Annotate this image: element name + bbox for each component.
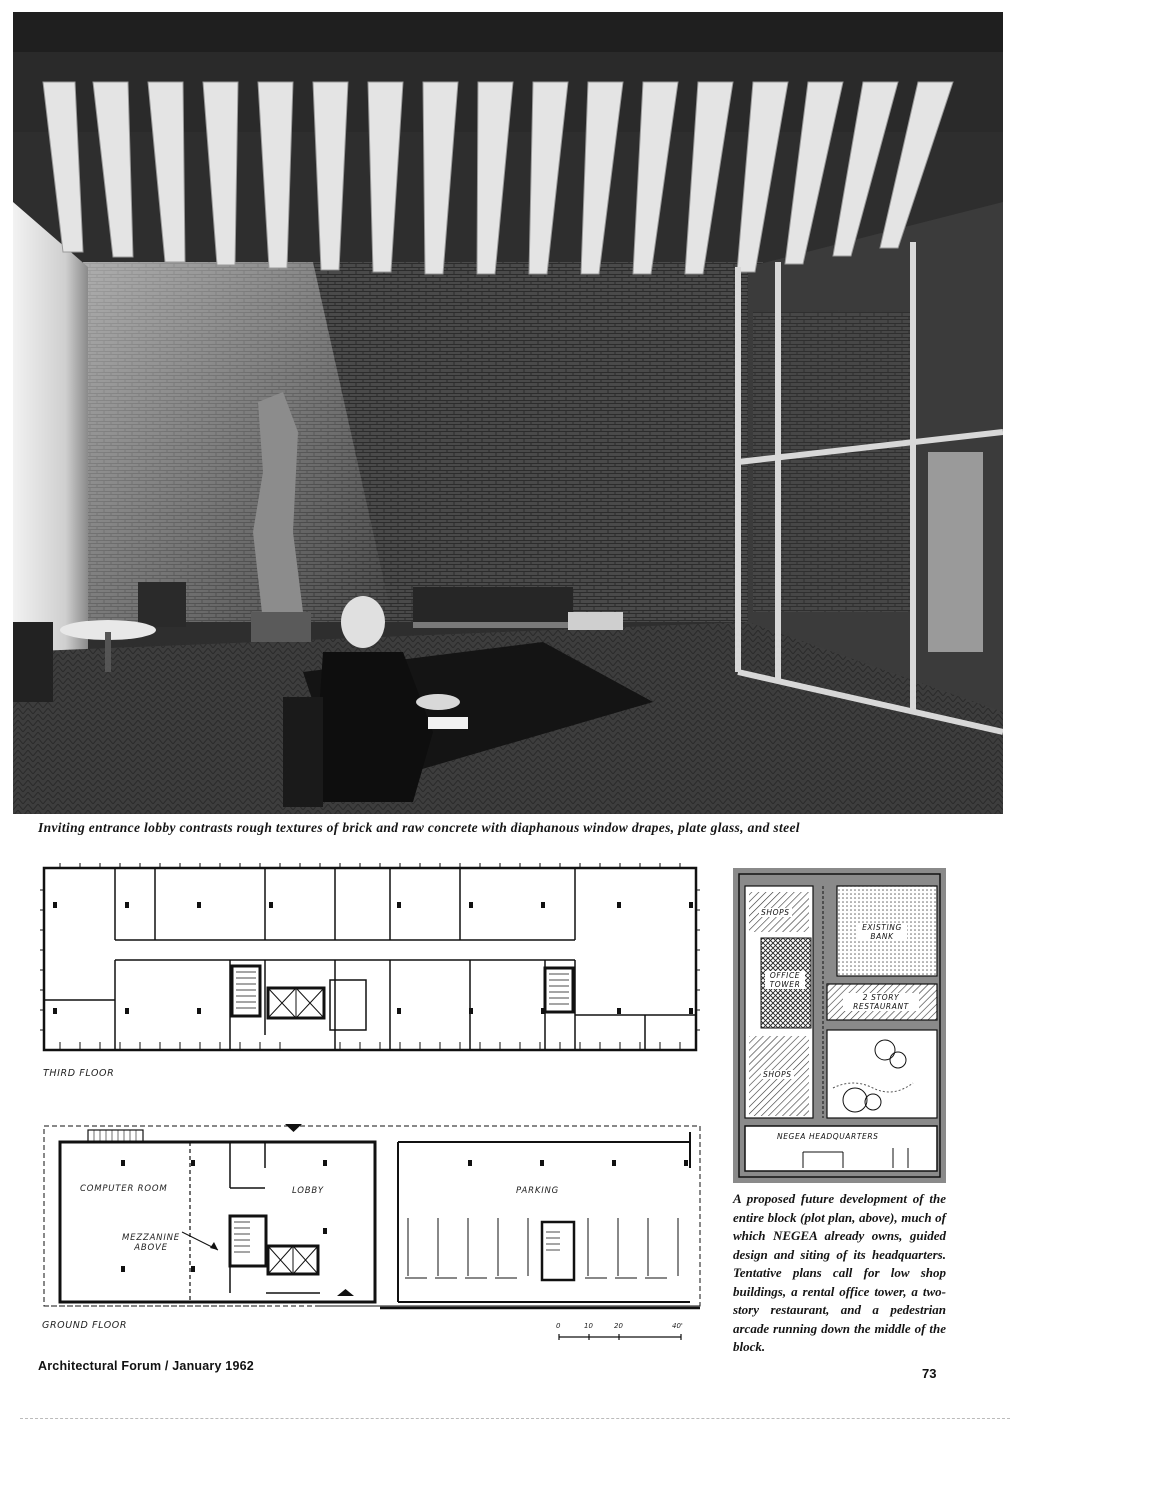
lobby-photo-illustration [13,12,1003,814]
scale-tick-0: 0 [556,1322,561,1330]
scale-tick-20: 20 [614,1322,623,1330]
scale-tick-10: 10 [584,1322,593,1330]
parking-label: PARKING [516,1186,560,1196]
site-label-office-tower: OFFICE TOWER [765,971,805,989]
ground-floor-label: GROUND FLOOR [42,1320,128,1331]
lobby-photo [13,12,1003,814]
site-label-existing-bank: EXISTING BANK [857,923,907,941]
site-plan [733,868,946,1183]
site-label-shops-bottom: SHOPS [763,1070,792,1079]
site-label-negea-hq: NEGEA HEADQUARTERS [777,1132,879,1141]
mezzanine-label: MEZZANINE ABOVE [122,1233,180,1253]
scale-tick-40: 40' [672,1322,683,1330]
third-floor-plan [40,860,705,1055]
publication-footer: Architectural Forum / January 1962 [38,1359,254,1373]
photo-caption: Inviting entrance lobby contrasts rough textures of brick and raw concrete with diaphanous window drapes, plate glass, and steel [38,820,800,835]
page-number: 73 [922,1366,937,1381]
site-label-shops-top: SHOPS [761,908,790,917]
site-label-restaurant: 2 STORY RESTAURANT [843,993,919,1011]
ground-floor-plan [40,1118,705,1318]
third-floor-label: THIRD FLOOR [43,1068,115,1079]
computer-room-label: COMPUTER ROOM [80,1184,168,1194]
site-plan-caption: A proposed future development of the entire block (plot plan, above), much of which NEGEA already owns, guided design and siting of its headquarters. Tentative plans call for low shop buildings, a rental office tower, a two-story restaurant, and a pedestrian arcade running down the middle of the block. [733,1191,946,1354]
lobby-label: LOBBY [292,1186,324,1196]
bottom-rule [20,1418,1010,1419]
